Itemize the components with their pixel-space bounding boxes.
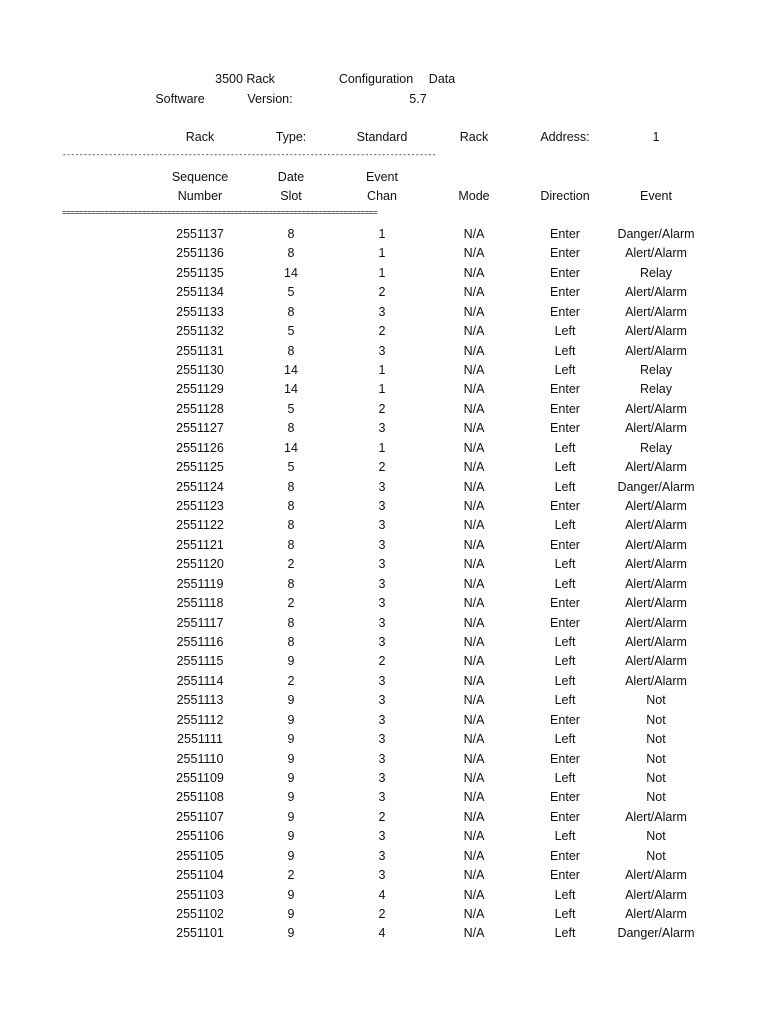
channel-cell: 3 xyxy=(378,537,386,552)
sequence-number-cell: 2551103 xyxy=(176,887,224,902)
event-cell: Alert/Alarm xyxy=(625,285,687,300)
col-direction: Direction xyxy=(540,189,590,203)
channel-cell: 2 xyxy=(378,324,386,339)
channel-cell: 4 xyxy=(378,887,386,902)
channel-cell: 2 xyxy=(378,401,386,416)
mode-cell: N/A xyxy=(463,926,485,941)
sequence-number-cell: 2551120 xyxy=(176,557,224,572)
direction-cell: Left xyxy=(554,693,576,708)
direction-cell: Left xyxy=(554,907,576,922)
direction-cell: Left xyxy=(554,829,576,844)
col-sequence-bottom: Number xyxy=(177,189,223,203)
channel-cell: 1 xyxy=(378,227,386,241)
mode-cell: N/A xyxy=(463,654,485,669)
address-label: Address: xyxy=(540,130,590,144)
slot-cell: 9 xyxy=(287,809,295,824)
direction-cell: Enter xyxy=(550,848,580,863)
event-cell: Danger/Alarm xyxy=(617,479,695,494)
direction-cell: Enter xyxy=(550,712,580,727)
event-cell: Alert/Alarm xyxy=(625,499,687,514)
slot-cell: 2 xyxy=(287,596,295,611)
channel-cell: 1 xyxy=(378,363,386,377)
event-cell: Alert/Alarm xyxy=(625,304,687,319)
channel-cell: 3 xyxy=(378,596,386,611)
channel-cell: 2 xyxy=(378,907,386,922)
slot-cell: 5 xyxy=(287,401,295,416)
direction-cell: Left xyxy=(554,926,576,941)
direction-cell: Left xyxy=(554,887,576,902)
software-label: Software xyxy=(155,92,205,106)
channel-cell: 3 xyxy=(378,343,386,358)
channel-cell: 2 xyxy=(378,285,386,300)
version-label: Version: xyxy=(247,92,293,106)
direction-cell: Enter xyxy=(550,401,580,416)
slot-cell: 9 xyxy=(287,829,295,844)
channel-cell: 3 xyxy=(378,771,386,786)
mode-cell: N/A xyxy=(463,265,485,280)
event-cell: Not xyxy=(646,790,666,805)
slot-cell: 14 xyxy=(284,440,298,455)
mode-cell: N/A xyxy=(463,227,485,241)
mode-cell: N/A xyxy=(463,246,485,261)
sequence-number-cell: 2551112 xyxy=(176,712,224,727)
col-event: Event xyxy=(640,189,672,203)
mode-cell: N/A xyxy=(463,537,485,552)
slot-cell: 2 xyxy=(287,557,295,572)
mode-cell: N/A xyxy=(463,635,485,650)
mode-cell: N/A xyxy=(463,673,485,688)
event-cell: Alert/Alarm xyxy=(625,615,687,630)
rack-label: Rack xyxy=(185,130,215,144)
slot-cell: 14 xyxy=(284,363,298,377)
direction-cell: Left xyxy=(554,732,576,747)
sequence-number-cell: 2551106 xyxy=(176,829,224,844)
slot-cell: 8 xyxy=(287,343,295,358)
direction-cell: Enter xyxy=(550,304,580,319)
channel-cell: 3 xyxy=(378,304,386,319)
sequence-number-cell: 2551125 xyxy=(176,460,224,475)
channel-cell: 3 xyxy=(378,635,386,650)
event-cell: Not xyxy=(646,693,666,708)
title-configuration: Configuration xyxy=(338,72,414,86)
slot-cell: 8 xyxy=(287,421,295,436)
direction-cell: Enter xyxy=(550,596,580,611)
event-cell: Alert/Alarm xyxy=(625,907,687,922)
event-cell: Not xyxy=(646,771,666,786)
dash-separator: ----------------------------------------------------------------------------------------- xyxy=(62,151,436,160)
sequence-number-cell: 2551124 xyxy=(176,479,224,494)
mode-cell: N/A xyxy=(463,596,485,611)
sequence-number-cell: 2551131 xyxy=(176,343,224,358)
sequence-number-cell: 2551101 xyxy=(176,926,224,941)
sequence-number-cell: 2551122 xyxy=(176,518,224,533)
direction-cell: Left xyxy=(554,440,576,455)
event-cell: Alert/Alarm xyxy=(625,673,687,688)
sequence-number-cell: 2551102 xyxy=(176,907,224,922)
direction-cell: Enter xyxy=(550,265,580,280)
mode-cell: N/A xyxy=(463,557,485,572)
equals-separator: =========================================================================== xyxy=(62,209,378,218)
sequence-number-cell: 2551128 xyxy=(176,401,224,416)
slot-cell: 8 xyxy=(287,246,295,261)
channel-cell: 3 xyxy=(378,848,386,863)
event-cell: Alert/Alarm xyxy=(625,518,687,533)
event-cell: Relay xyxy=(640,265,672,280)
channel-cell: 3 xyxy=(378,673,386,688)
mode-cell: N/A xyxy=(463,732,485,747)
channel-cell: 2 xyxy=(378,460,386,475)
channel-cell: 3 xyxy=(378,421,386,436)
mode-cell: N/A xyxy=(463,285,485,300)
channel-cell: 3 xyxy=(378,576,386,591)
sequence-number-cell: 2551110 xyxy=(176,751,224,766)
event-cell: Alert/Alarm xyxy=(625,246,687,261)
sequence-number-cell: 2551113 xyxy=(176,693,224,708)
direction-cell: Left xyxy=(554,324,576,339)
direction-cell: Enter xyxy=(550,809,580,824)
sequence-number-cell: 2551135 xyxy=(176,265,224,280)
slot-cell: 8 xyxy=(287,304,295,319)
sequence-number-cell: 2551107 xyxy=(176,809,224,824)
mode-cell: N/A xyxy=(463,615,485,630)
direction-cell: Enter xyxy=(550,227,580,241)
channel-cell: 3 xyxy=(378,732,386,747)
event-cell: Alert/Alarm xyxy=(625,576,687,591)
mode-cell: N/A xyxy=(463,343,485,358)
channel-cell: 3 xyxy=(378,829,386,844)
channel-cell: 3 xyxy=(378,499,386,514)
direction-cell: Left xyxy=(554,363,576,377)
channel-cell: 3 xyxy=(378,868,386,883)
channel-cell: 3 xyxy=(378,557,386,572)
sequence-number-cell: 2551108 xyxy=(176,790,224,805)
slot-cell: 8 xyxy=(287,576,295,591)
slot-cell: 9 xyxy=(287,654,295,669)
address-value: 1 xyxy=(652,130,660,144)
channel-cell: 3 xyxy=(378,751,386,766)
sequence-number-cell: 2551111 xyxy=(177,732,223,747)
event-cell: Alert/Alarm xyxy=(625,537,687,552)
sequence-number-cell: 2551104 xyxy=(176,868,224,883)
mode-cell: N/A xyxy=(463,304,485,319)
direction-cell: Enter xyxy=(550,751,580,766)
version-value: 5.7 xyxy=(409,92,427,106)
direction-cell: Enter xyxy=(550,868,580,883)
event-cell: Alert/Alarm xyxy=(625,324,687,339)
channel-cell: 3 xyxy=(378,712,386,727)
slot-cell: 9 xyxy=(287,926,295,941)
sequence-number-cell: 2551137 xyxy=(176,227,224,241)
sequence-number-cell: 2551129 xyxy=(176,382,224,397)
direction-cell: Enter xyxy=(550,246,580,261)
type-value: Standard xyxy=(356,130,408,144)
sequence-number-cell: 2551109 xyxy=(176,771,224,786)
sequence-number-cell: 2551117 xyxy=(176,615,224,630)
direction-cell: Enter xyxy=(550,499,580,514)
slot-cell: 8 xyxy=(287,615,295,630)
sequence-number-cell: 2551121 xyxy=(176,537,224,552)
channel-cell: 1 xyxy=(378,246,386,261)
sequence-number-cell: 2551123 xyxy=(176,499,224,514)
channel-cell: 3 xyxy=(378,790,386,805)
direction-cell: Left xyxy=(554,771,576,786)
mode-cell: N/A xyxy=(463,324,485,339)
event-cell: Alert/Alarm xyxy=(625,868,687,883)
mode-cell: N/A xyxy=(463,518,485,533)
event-cell: Danger/Alarm xyxy=(617,926,695,941)
event-cell: Alert/Alarm xyxy=(625,635,687,650)
col-event-bottom: Chan xyxy=(367,189,397,203)
channel-cell: 1 xyxy=(378,382,386,397)
slot-cell: 8 xyxy=(287,499,295,514)
direction-cell: Enter xyxy=(550,615,580,630)
event-cell: Danger/Alarm xyxy=(617,227,695,241)
sequence-number-cell: 2551130 xyxy=(176,363,224,377)
direction-cell: Enter xyxy=(550,537,580,552)
sequence-number-cell: 2551134 xyxy=(176,285,224,300)
slot-cell: 9 xyxy=(287,887,295,902)
event-cell: Alert/Alarm xyxy=(625,596,687,611)
event-cell: Relay xyxy=(640,440,672,455)
mode-cell: N/A xyxy=(463,829,485,844)
mode-cell: N/A xyxy=(463,460,485,475)
rack-address-label: Rack xyxy=(459,130,489,144)
sequence-number-cell: 2551133 xyxy=(176,304,224,319)
mode-cell: N/A xyxy=(463,868,485,883)
direction-cell: Left xyxy=(554,479,576,494)
slot-cell: 5 xyxy=(287,285,295,300)
col-date-top: Date xyxy=(277,170,305,184)
slot-cell: 2 xyxy=(287,868,295,883)
slot-cell: 9 xyxy=(287,771,295,786)
mode-cell: N/A xyxy=(463,848,485,863)
direction-cell: Enter xyxy=(550,421,580,436)
col-event-top: Event xyxy=(366,170,398,184)
mode-cell: N/A xyxy=(463,440,485,455)
slot-cell: 5 xyxy=(287,460,295,475)
event-cell: Not xyxy=(646,848,666,863)
slot-cell: 8 xyxy=(287,518,295,533)
slot-cell: 8 xyxy=(287,537,295,552)
sequence-number-cell: 2551116 xyxy=(176,635,224,650)
event-cell: Not xyxy=(646,751,666,766)
channel-cell: 3 xyxy=(378,518,386,533)
mode-cell: N/A xyxy=(463,693,485,708)
slot-cell: 8 xyxy=(287,227,295,241)
direction-cell: Enter xyxy=(550,285,580,300)
direction-cell: Left xyxy=(554,654,576,669)
channel-cell: 2 xyxy=(378,809,386,824)
event-cell: Alert/Alarm xyxy=(625,460,687,475)
mode-cell: N/A xyxy=(463,751,485,766)
slot-cell: 9 xyxy=(287,751,295,766)
channel-cell: 1 xyxy=(378,265,386,280)
mode-cell: N/A xyxy=(463,790,485,805)
event-cell: Not xyxy=(646,829,666,844)
sequence-number-cell: 2551105 xyxy=(176,848,224,863)
mode-cell: N/A xyxy=(463,809,485,824)
event-cell: Alert/Alarm xyxy=(625,557,687,572)
sequence-number-cell: 2551127 xyxy=(176,421,224,436)
mode-cell: N/A xyxy=(463,907,485,922)
sequence-number-cell: 2551114 xyxy=(176,673,224,688)
direction-cell: Left xyxy=(554,576,576,591)
sequence-number-cell: 2551126 xyxy=(176,440,224,455)
slot-cell: 9 xyxy=(287,848,295,863)
mode-cell: N/A xyxy=(463,887,485,902)
event-cell: Not xyxy=(646,732,666,747)
channel-cell: 1 xyxy=(378,440,386,455)
col-sequence-top: Sequence xyxy=(171,170,229,184)
slot-cell: 9 xyxy=(287,712,295,727)
mode-cell: N/A xyxy=(463,421,485,436)
slot-cell: 14 xyxy=(284,382,298,397)
channel-cell: 3 xyxy=(378,693,386,708)
slot-cell: 14 xyxy=(284,265,298,280)
slot-cell: 2 xyxy=(287,673,295,688)
direction-cell: Left xyxy=(554,673,576,688)
slot-cell: 9 xyxy=(287,693,295,708)
mode-cell: N/A xyxy=(463,479,485,494)
channel-cell: 4 xyxy=(378,926,386,941)
direction-cell: Left xyxy=(554,557,576,572)
mode-cell: N/A xyxy=(463,771,485,786)
col-date-bottom: Slot xyxy=(280,189,302,203)
sequence-number-cell: 2551119 xyxy=(176,576,224,591)
title-rack-model: 3500 Rack xyxy=(215,72,275,86)
slot-cell: 5 xyxy=(287,324,295,339)
event-cell: Not xyxy=(646,712,666,727)
direction-cell: Left xyxy=(554,518,576,533)
channel-cell: 3 xyxy=(378,615,386,630)
sequence-number-cell: 2551115 xyxy=(176,654,224,669)
mode-cell: N/A xyxy=(463,576,485,591)
title-data: Data xyxy=(428,72,456,86)
slot-cell: 8 xyxy=(287,635,295,650)
mode-cell: N/A xyxy=(463,499,485,514)
type-label: Type: xyxy=(275,130,307,144)
direction-cell: Left xyxy=(554,635,576,650)
direction-cell: Left xyxy=(554,460,576,475)
event-cell: Alert/Alarm xyxy=(625,421,687,436)
event-cell: Alert/Alarm xyxy=(625,887,687,902)
mode-cell: N/A xyxy=(463,712,485,727)
slot-cell: 9 xyxy=(287,732,295,747)
event-cell: Relay xyxy=(640,363,672,377)
event-cell: Alert/Alarm xyxy=(625,809,687,824)
mode-cell: N/A xyxy=(463,363,485,377)
direction-cell: Left xyxy=(554,343,576,358)
channel-cell: 3 xyxy=(378,479,386,494)
event-cell: Alert/Alarm xyxy=(625,401,687,416)
mode-cell: N/A xyxy=(463,382,485,397)
event-cell: Alert/Alarm xyxy=(625,343,687,358)
mode-cell: N/A xyxy=(463,401,485,416)
event-cell: Relay xyxy=(640,382,672,397)
sequence-number-cell: 2551136 xyxy=(176,246,224,261)
channel-cell: 2 xyxy=(378,654,386,669)
sequence-number-cell: 2551132 xyxy=(176,324,224,339)
slot-cell: 8 xyxy=(287,479,295,494)
slot-cell: 9 xyxy=(287,907,295,922)
event-cell: Alert/Alarm xyxy=(625,654,687,669)
slot-cell: 9 xyxy=(287,790,295,805)
direction-cell: Enter xyxy=(550,790,580,805)
direction-cell: Enter xyxy=(550,382,580,397)
col-mode: Mode xyxy=(458,189,490,203)
sequence-number-cell: 2551118 xyxy=(176,596,224,611)
